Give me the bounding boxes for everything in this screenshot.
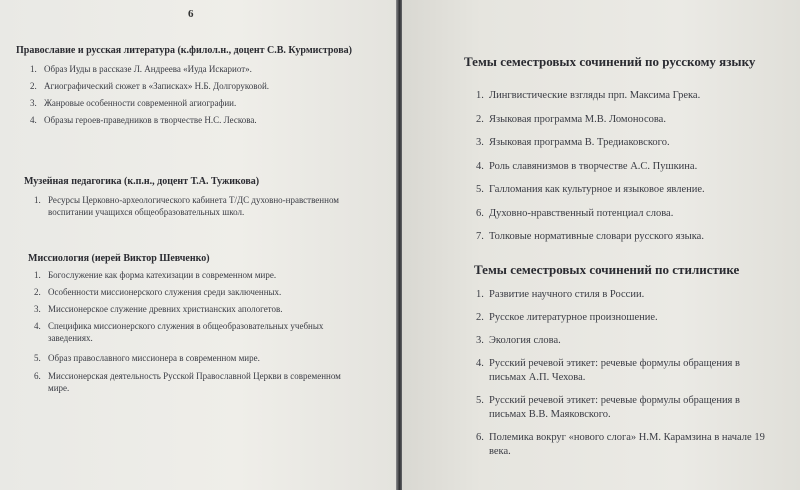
list-item: 6. Миссионерская деятельность Русской Православной Церкви в современном мире. [34, 371, 341, 393]
list-item: 4. Образы героев-праведников в творчестве Н.С. Лескова. [30, 115, 257, 125]
list-item: 5. Образ православного миссионера в современном мире. [34, 353, 260, 363]
list-item: 2. Языковая программа М.В. Ломоносова. [476, 113, 666, 125]
list-item: 1. Образ Иуды в рассказе Л. Андреева «Иуда Искариот». [30, 64, 252, 74]
list-item: 6. Духовно-нравственный потенциал слова. [476, 207, 674, 219]
list-item: 4. Специфика миссионерского служения в общеобразовательных учебных заведениях. [34, 321, 324, 343]
topic-list [28, 269, 363, 394]
section-heading: Миссиология (иерей Виктор Шевченко) [28, 253, 210, 264]
page-number: 6 [188, 8, 194, 20]
list-item: 2. Особенности миссионерского служения среди заключенных. [34, 287, 282, 297]
topic-list [464, 84, 784, 249]
list-item: 6. Полемика вокруг «нового слога» Н.М. Карамзина в начале 19 века. [476, 432, 765, 457]
section-stylistics-topics [474, 262, 779, 468]
list-item: 4. Роль славянизмов в творчестве А.С. Пушкина. [476, 160, 698, 172]
list-item: 3. Языковая программа В. Тредиаковского. [476, 137, 670, 148]
section-heading: Музейная педагогика (к.п.н., доцент Т.А. Тужикова) [24, 176, 260, 187]
list-item: 4. Русский речевой этикет: речевые формулы обращения в письмах А.П. Чехова. [476, 358, 740, 383]
topic-list [24, 194, 364, 218]
section-heading: Темы семестровых сочинений по русскому языку [464, 54, 756, 69]
list-item: 1. Богослужение как форма катехизации в современном мире. [34, 270, 277, 280]
section-heading: Православие и русская литература (к.филол.н., доцент С.В. Курмистрова) [16, 45, 352, 56]
left-page [0, 0, 397, 490]
list-item: 2. Агиографический сюжет в «Записках» Н.Б. Долгоруковой. [30, 81, 270, 91]
section-heading: Темы семестровых сочинений по стилистике [474, 262, 740, 277]
list-item: 1. Ресурсы Церковно-археологического кабинета Т/ДС духовно-нравственном воспитании учащихся общеобразовательных школ. [34, 195, 339, 217]
topic-list [474, 288, 779, 459]
list-item: 1. Лингвистические взгляды прп. Максима Грека. [476, 90, 701, 101]
list-item: 5. Галломания как культурное и языковое явление. [476, 184, 705, 195]
list-item: 5. Русский речевой этикет: речевые формулы обращения в письмах В.В. Маяковского. [476, 395, 740, 420]
section-museum-pedagogy [24, 175, 364, 218]
list-item: 3. Экология слова. [476, 335, 561, 346]
list-item: 1. Развитие научного стиля в России. [476, 289, 645, 300]
section-orthodoxy-literature [16, 44, 361, 131]
list-item: 3. Жанровые особенности современной агиографии. [30, 98, 237, 108]
right-page [402, 0, 800, 490]
list-item: 2. Русское литературное произношение. [476, 312, 658, 323]
topic-list [16, 63, 361, 126]
list-item: 3. Миссионерское служение древних христианских апологетов. [34, 304, 283, 314]
section-missiology [28, 252, 363, 394]
section-russian-language-topics [464, 54, 784, 249]
list-item: 7. Толковые нормативные словари русского языка. [476, 231, 704, 242]
